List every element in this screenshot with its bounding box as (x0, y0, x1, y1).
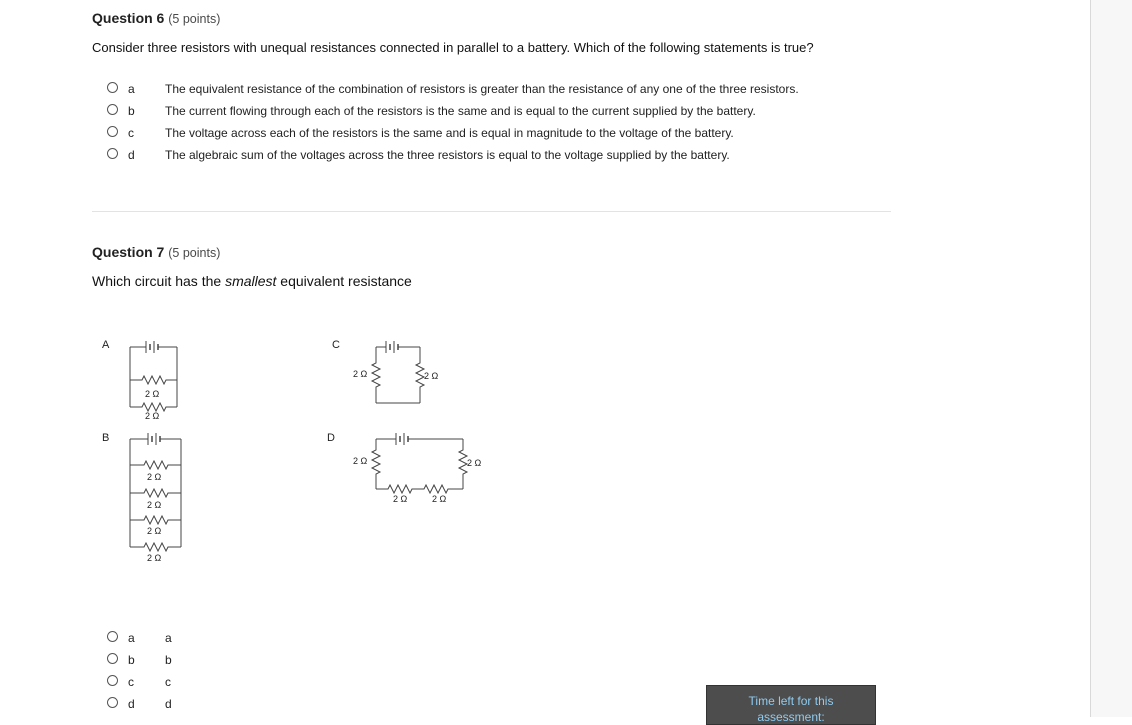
resistor-b-3-label: 2 Ω (147, 526, 162, 536)
question-6-prompt: Consider three resistors with unequal resistances connected in parallel to a battery. Which of the following statements is true? (92, 40, 814, 55)
q7-option-letter: a (128, 631, 135, 645)
q6-option-text: The current flowing through each of the resistors is the same and is equal to the current supplied by the battery. (165, 104, 756, 118)
resistor-d-left-label: 2 Ω (353, 456, 368, 466)
q7-option-text: a (165, 631, 172, 645)
q7-option-text: b (165, 653, 172, 667)
q7-option-text: c (165, 675, 171, 689)
question-7-prompt-emphasis: smallest (225, 273, 277, 289)
resistor-c-right (416, 347, 424, 403)
q6-option-text: The voltage across each of the resistors is the same and is equal in magnitude to the voltage of the battery. (165, 126, 734, 140)
q7-option-letter: d (128, 697, 135, 711)
q7-radio-d[interactable] (107, 697, 118, 708)
resistor-a-1-label: 2 Ω (145, 389, 160, 399)
resistors-d-bottom (376, 485, 463, 493)
resistor-a-2-label: 2 Ω (145, 411, 160, 421)
question-7-heading (92, 244, 220, 260)
resistor-a-2 (130, 403, 177, 411)
circuit-d (327, 432, 482, 504)
resistor-c-right-label: 2 Ω (424, 371, 439, 381)
resistor-d-left (372, 439, 380, 489)
resistor-b-3 (130, 516, 181, 524)
resistor-b-1-label: 2 Ω (147, 472, 162, 482)
circuit-c-label: C (332, 339, 340, 351)
resistor-c-left-label: 2 Ω (353, 369, 368, 379)
question-7-label: Question 7 (92, 244, 165, 260)
q7-option-text: d (165, 697, 172, 711)
resistor-b-2-label: 2 Ω (147, 500, 162, 510)
resistor-d-right (459, 439, 467, 489)
resistor-d-right-label: 2 Ω (467, 458, 482, 468)
timer-line-1: Time left for this (748, 694, 834, 708)
question-7-prompt-end: equivalent resistance (276, 273, 412, 289)
resistor-c-left (372, 347, 380, 403)
assessment-timer (706, 685, 876, 725)
side-panel (1091, 0, 1132, 717)
q6-radio-c[interactable] (107, 126, 118, 137)
question-divider (92, 211, 891, 212)
q6-radio-d[interactable] (107, 148, 118, 159)
circuit-d-label: D (327, 432, 335, 444)
circuit-a-label: A (102, 339, 110, 351)
resistor-a-1 (130, 376, 177, 384)
resistor-b-1 (130, 461, 181, 469)
question-6-points: (5 points) (168, 12, 221, 26)
q6-radio-a[interactable] (107, 82, 118, 93)
resistor-b-4 (130, 543, 181, 551)
q6-option-letter: d (128, 148, 135, 162)
circuit-diagrams-figure (96, 330, 496, 570)
question-6-label: Question 6 (92, 10, 165, 26)
q7-option-letter: b (128, 653, 135, 667)
resistor-b-4-label: 2 Ω (147, 553, 162, 563)
q7-radio-b[interactable] (107, 653, 118, 664)
circuit-a (102, 339, 177, 421)
question-7-points: (5 points) (168, 246, 221, 260)
q7-radio-c[interactable] (107, 675, 118, 686)
q6-option-letter: b (128, 104, 135, 118)
resistor-d-bottom-1-label: 2 Ω (393, 494, 408, 504)
q6-option-text: The equivalent resistance of the combination of resistors is greater than the resistance of any one of the three resistors. (165, 82, 799, 96)
resistor-b-2 (130, 489, 181, 497)
circuit-c (332, 339, 439, 403)
resistor-d-bottom-2-label: 2 Ω (432, 494, 447, 504)
circuit-b (102, 432, 181, 563)
question-7-prompt (92, 273, 412, 289)
timer-line-2: assessment: (757, 710, 825, 724)
q6-option-letter: a (128, 82, 135, 96)
q7-radio-a[interactable] (107, 631, 118, 642)
question-6-heading (92, 10, 220, 26)
q7-option-letter: c (128, 675, 134, 689)
question-7-prompt-start: Which circuit has the (92, 273, 226, 289)
q6-option-text: The algebraic sum of the voltages across the three resistors is equal to the voltage supplied by the battery. (165, 148, 730, 162)
circuit-b-label: B (102, 432, 110, 444)
q6-option-letter: c (128, 126, 134, 140)
q6-radio-b[interactable] (107, 104, 118, 115)
